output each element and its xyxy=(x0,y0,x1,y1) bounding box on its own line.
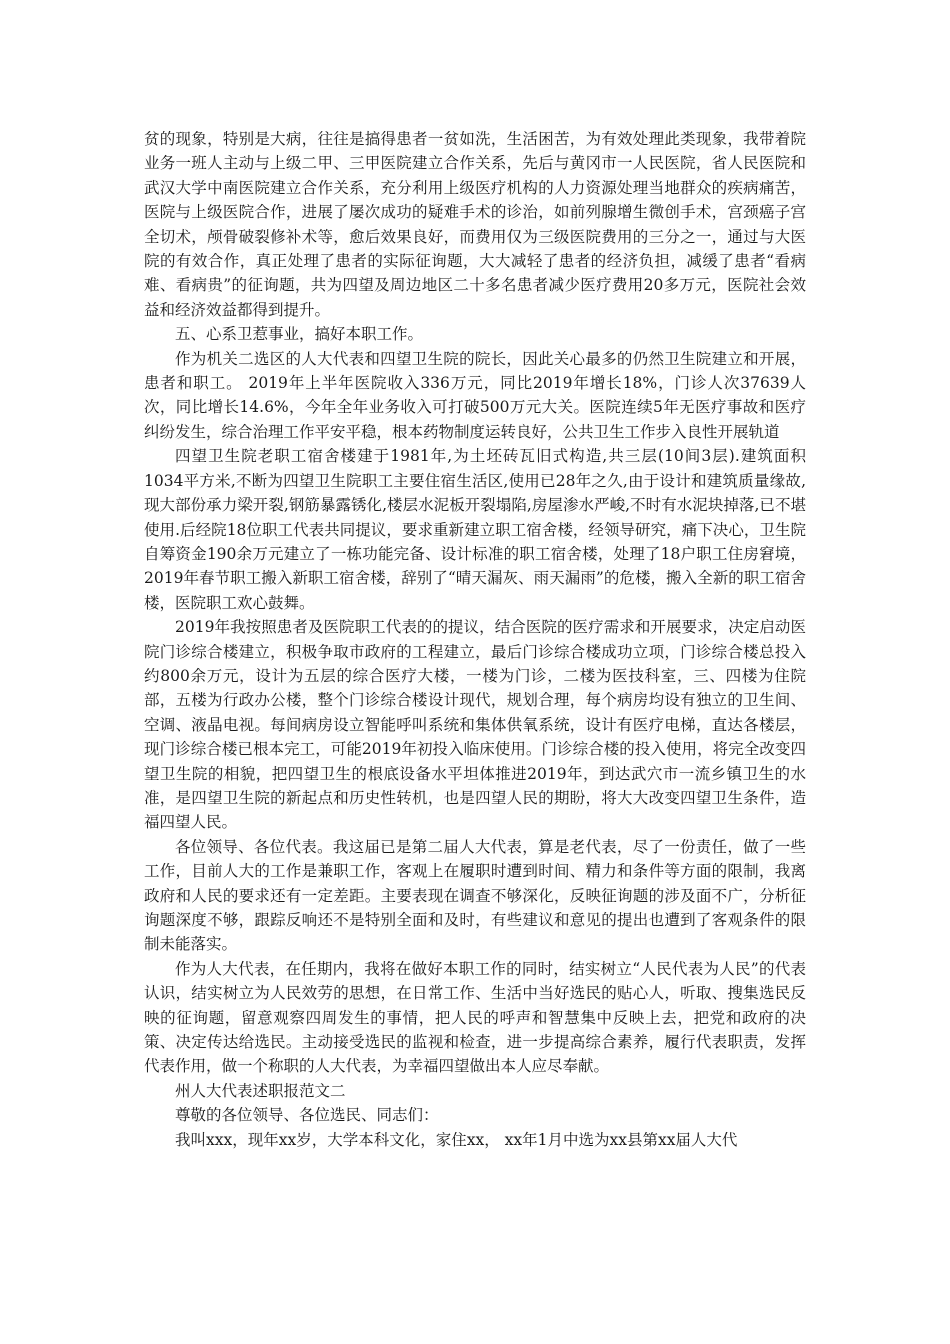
paragraph-shortcomings: 各位领导、各位代表。我这届已是第二届人大代表，算是老代表，尽了一份责任，做了一些工作，目前人大的工作是兼职工作，客观上在履职时遭到时间、精力和条件等方面的限制，我离政府和人民的要求还有一定差距。主要表现在调查不够深化，反映征询题的涉及面不广，分析征询题深度不够，跟踪反响还不是特别全面和及时，有些建议和意见的提出也遭到了客观条件的限制未能落实。 xyxy=(144,837,806,954)
paragraph-staff-dormitory: 四望卫生院老职工宿舍楼建于1981年,为土坯砖瓦旧式构造,共三层(10间3层).建筑面积1034平方米,不断为四望卫生院职工主要住宿生活区,使用已28年之久,由于设计和建筑质量缘故,现大部份承力梁开裂,钢筋暴露锈化,楼层水泥板开裂塌陷,房屋渗水严峻,不时有水泥块掉落,已不堪使用.后经院18位职工代表共同提议，要求重新建立职工宿舍楼，经领导研究，痛下决心，卫生院自筹资金190余万元建立了一栋功能完备、设计标准的职工宿舍楼，处理了18户职工住房窘境，2019年春节职工搬入新职工宿舍楼，辞别了“晴天漏灰、雨天漏雨”的危楼，搬入全新的职工宿舍楼，医院职工欢心鼓舞。 xyxy=(144,447,806,612)
section-heading-five: 五、心系卫惹事业，搞好本职工作。 xyxy=(175,325,424,344)
salutation: 尊敬的各位领导、各位选民、同志们： xyxy=(175,1106,439,1125)
paragraph-commitment: 作为人大代表，在任期内，我将在做好本职工作的同时，结实树立“人民代表为人民”的代表认识，结实树立为人民效劳的思想，在日常工作、生活中当好选民的贴心人，听取、搜集选民反映的征询题，留意观察四周发生的事情，把人民的呼声和智慧集中反映上去，把党和政府的决策、决定传达给选民。主动接受选民的监视和检查，进一步提高综合素养，履行代表职责，发挥代表作用，做一个称职的人大代表，为幸福四望做出本人应尽奉献。 xyxy=(144,959,806,1076)
paragraph-outpatient-building: 2019年我按照患者及医院职工代表的的提议，结合医院的医疗需求和开展要求，决定启动医院门诊综合楼建立，积极争取市政府的工程建立，最后门诊综合楼成功立项，门诊综合楼总投入约800余万元，设计为五层的综合医疗大楼，一楼为门诊，二楼为医技科室，三、四楼为住院部，五楼为行政办公楼，整个门诊综合楼设计现代，规划合理，每个病房均设有独立的卫生间、空调、液晶电视。每间病房设立智能呼叫系统和集体供氧系统，设计有医疗电梯，直达各楼层，现门诊综合楼已根本完工，可能2019年初投入临床使用。门诊综合楼的投入使用，将完全改变四望卫生院的相貌，把四望卫生的根底设备水平坦体推进2019年，到达武穴市一流乡镇卫生的水准，是四望卫生院的新起点和历史性转机，也是四望人民的期盼，将大大改变四望卫生条件，造福四望人民。 xyxy=(144,618,806,832)
section-title-sample-two: 州人大代表述职报范文二 xyxy=(175,1081,346,1100)
document-body xyxy=(144,127,806,1152)
paragraph-continuation: 贫的现象，特别是大病，往往是搞得患者一贫如洗，生活困苦，为有效处理此类现象，我带着院业务一班人主动与上级二甲、三甲医院建立合作关系，先后与黄冈市一人民医院，省人民医院和武汉大学中南医院建立合作关系，充分利用上级医疗机构的人力资源处理当地群众的疾病痛苦，医院与上级医院合作，进展了屡次成功的疑难手术的诊治，如前列腺增生微创手术，宫颈癌子宫全切术，颅骨破裂修补术等，愈后效果良好，而费用仅为三级医院费用的三分之一，通过与大医院的有效合作，真正处理了患者的实际征询题，大大减轻了患者的经济负担，减缓了患者“看病难、看病贵”的征询题，共为四望及周边地区二十多名患者减少医疗费用20多万元，医院社会效益和经济效益都得到提升。 xyxy=(144,130,806,319)
paragraph-self-introduction: 我叫xxx，现年xx岁，大学本科文化，家住xx， xx年1月中选为xx县第xx届人大代 xyxy=(175,1130,738,1149)
paragraph-hospital-development: 作为机关二选区的人大代表和四望卫生院的院长，因此关心最多的仍然卫生院建立和开展，患者和职工。 2019年上半年医院收入336万元，同比2019年增长18%，门诊人次37639人次，同比增长14.6%，今年全年业务收入可打破500万元大关。医院连续5年无医疗事故和医疗纠纷发生，综合治理工作平安平稳，根本药物制度运转良好，公共卫生工作步入良性开展轨道 xyxy=(144,349,806,441)
